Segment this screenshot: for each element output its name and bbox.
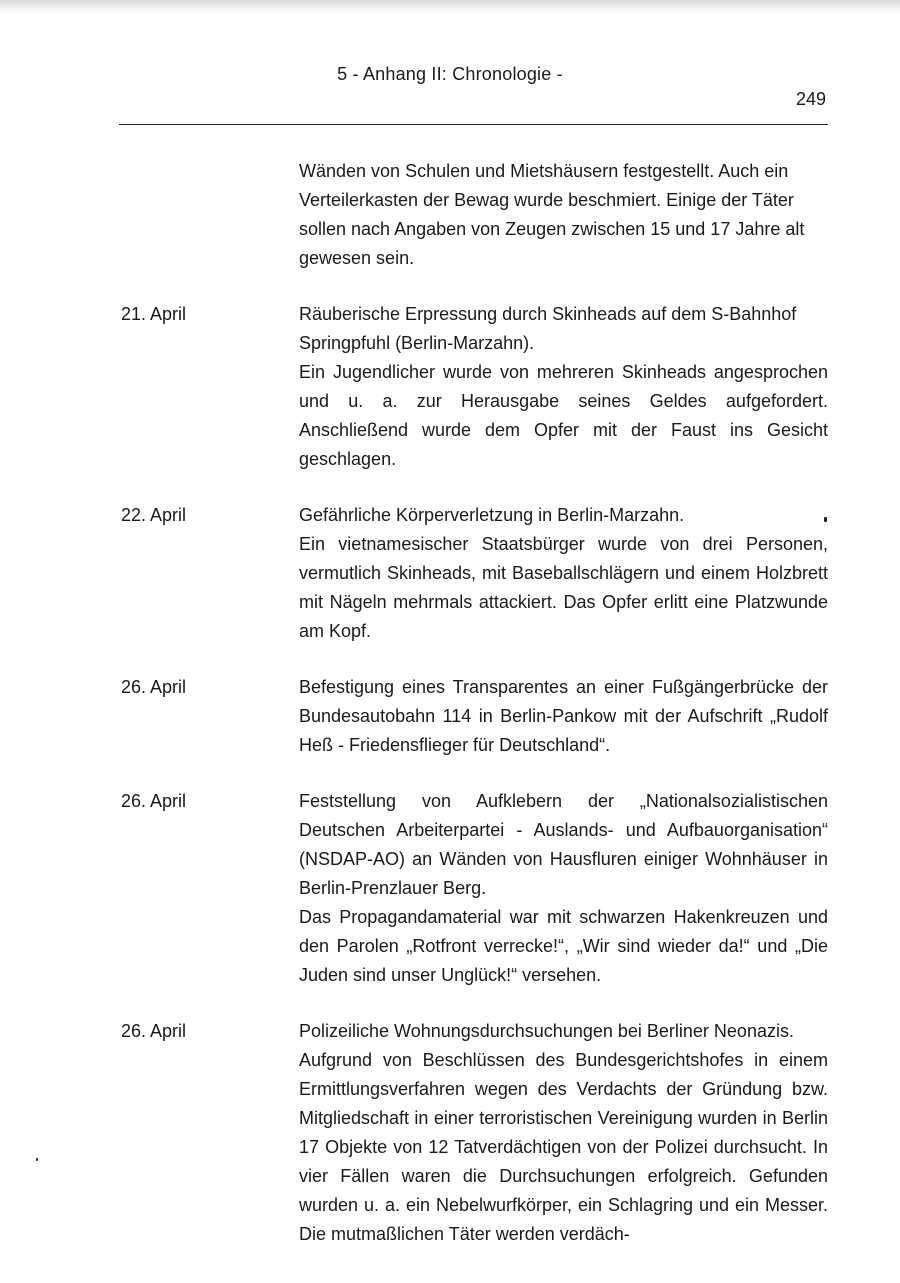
- chronology-entry: [0, 1017, 900, 1249]
- entry-title: Polizeiliche Wohnungsdurchsuchungen bei Berliner Neonazis.: [299, 1021, 794, 1041]
- entry-body: [299, 673, 828, 760]
- entry-text-continued: Das Propagandamaterial war mit schwarzen Hakenkreuzen und den Parolen „Rotfront verrecke!“, „Wir sind wieder da!“ und „Die Juden sind unser Unglück!“ versehen.: [299, 907, 828, 985]
- chronology-entry: [0, 501, 900, 646]
- entry-title: Gefährliche Körperverletzung in Berlin-Marzahn.: [299, 505, 685, 525]
- entry-text: Feststellung von Aufklebern der „Nationalsozialistischen Deutschen Arbeiterpartei - Auslands- und Aufbauorganisation“ (NSDAP-AO) an Wänden von Hausfluren einiger Wohnhäuser in Berlin-Prenzlauer Berg.: [299, 791, 828, 898]
- entry-text: Ein Jugendlicher wurde von mehreren Skinheads angesprochen und u. a. zur Herausgabe seines Geldes aufgefordert. Anschließend wurde dem Opfer mit der Faust ins Gesicht geschlagen.: [299, 362, 828, 469]
- continuation-text: Wänden von Schulen und Mietshäusern festgestellt. Auch ein Verteilerkasten der Bewag wurde beschmiert. Einige der Täter sollen nach Angaben von Zeugen zwischen 15 und 17 Jahre alt gewesen sein.: [299, 161, 805, 268]
- entry-body: [299, 157, 828, 273]
- entry-body: [299, 1017, 828, 1249]
- continuation-entry: [0, 157, 900, 273]
- chronology-content: [0, 157, 900, 1276]
- scan-speck: [824, 517, 827, 522]
- entry-text: Befestigung eines Transparentes an einer Fußgängerbrücke der Bundesautobahn 114 in Berlin-Pankow mit der Aufschrift „Rudolf Heß - Friedensflieger für Deutschland“.: [299, 677, 828, 755]
- entry-body: [299, 300, 828, 474]
- entry-body: [299, 787, 828, 990]
- running-header-title: 5 - Anhang II: Chronologie -: [337, 64, 563, 84]
- chronology-entry: [0, 673, 900, 760]
- entry-text: Ein vietnamesischer Staatsbürger wurde von drei Personen, vermutlich Skinheads, mit Baseballschlägern und einem Holzbrett mit Nägeln mehrmals attackiert. Das Opfer erlitt eine Platzwunde am Kopf.: [299, 534, 828, 641]
- entry-date: 26. April: [121, 791, 187, 811]
- header-rule: [119, 124, 828, 125]
- entry-date: 26. April: [121, 677, 187, 697]
- entry-date: 22. April: [121, 505, 187, 525]
- chronology-entry: [0, 300, 900, 474]
- page-number: 249: [795, 89, 826, 109]
- entry-body: [299, 501, 828, 646]
- entry-date: 26. April: [121, 1021, 187, 1041]
- entry-title: Räuberische Erpressung durch Skinheads auf dem S-Bahnhof Springpfuhl (Berlin-Marzahn).: [299, 304, 797, 353]
- chronology-entry: [0, 787, 900, 990]
- entry-text: Aufgrund von Beschlüssen des Bundesgerichtshofes in einem Ermittlungsverfahren wegen des Verdachts der Gründung bzw. Mitgliedschaft in einer terroristischen Vereinigung wurden in Berlin 17 Objekte von 12 Tatverdächtigen von der Polizei durchsucht. In vier Fällen waren die Durchsuchungen erfolgreich. Gefunden wurden u. a. ein Nebelwurfkörper, ein Schlagring und ein Messer. Die mutmaßlichen Täter werden verdäch-: [299, 1050, 828, 1244]
- scan-speck: [36, 1158, 38, 1161]
- entry-date: 21. April: [121, 304, 187, 324]
